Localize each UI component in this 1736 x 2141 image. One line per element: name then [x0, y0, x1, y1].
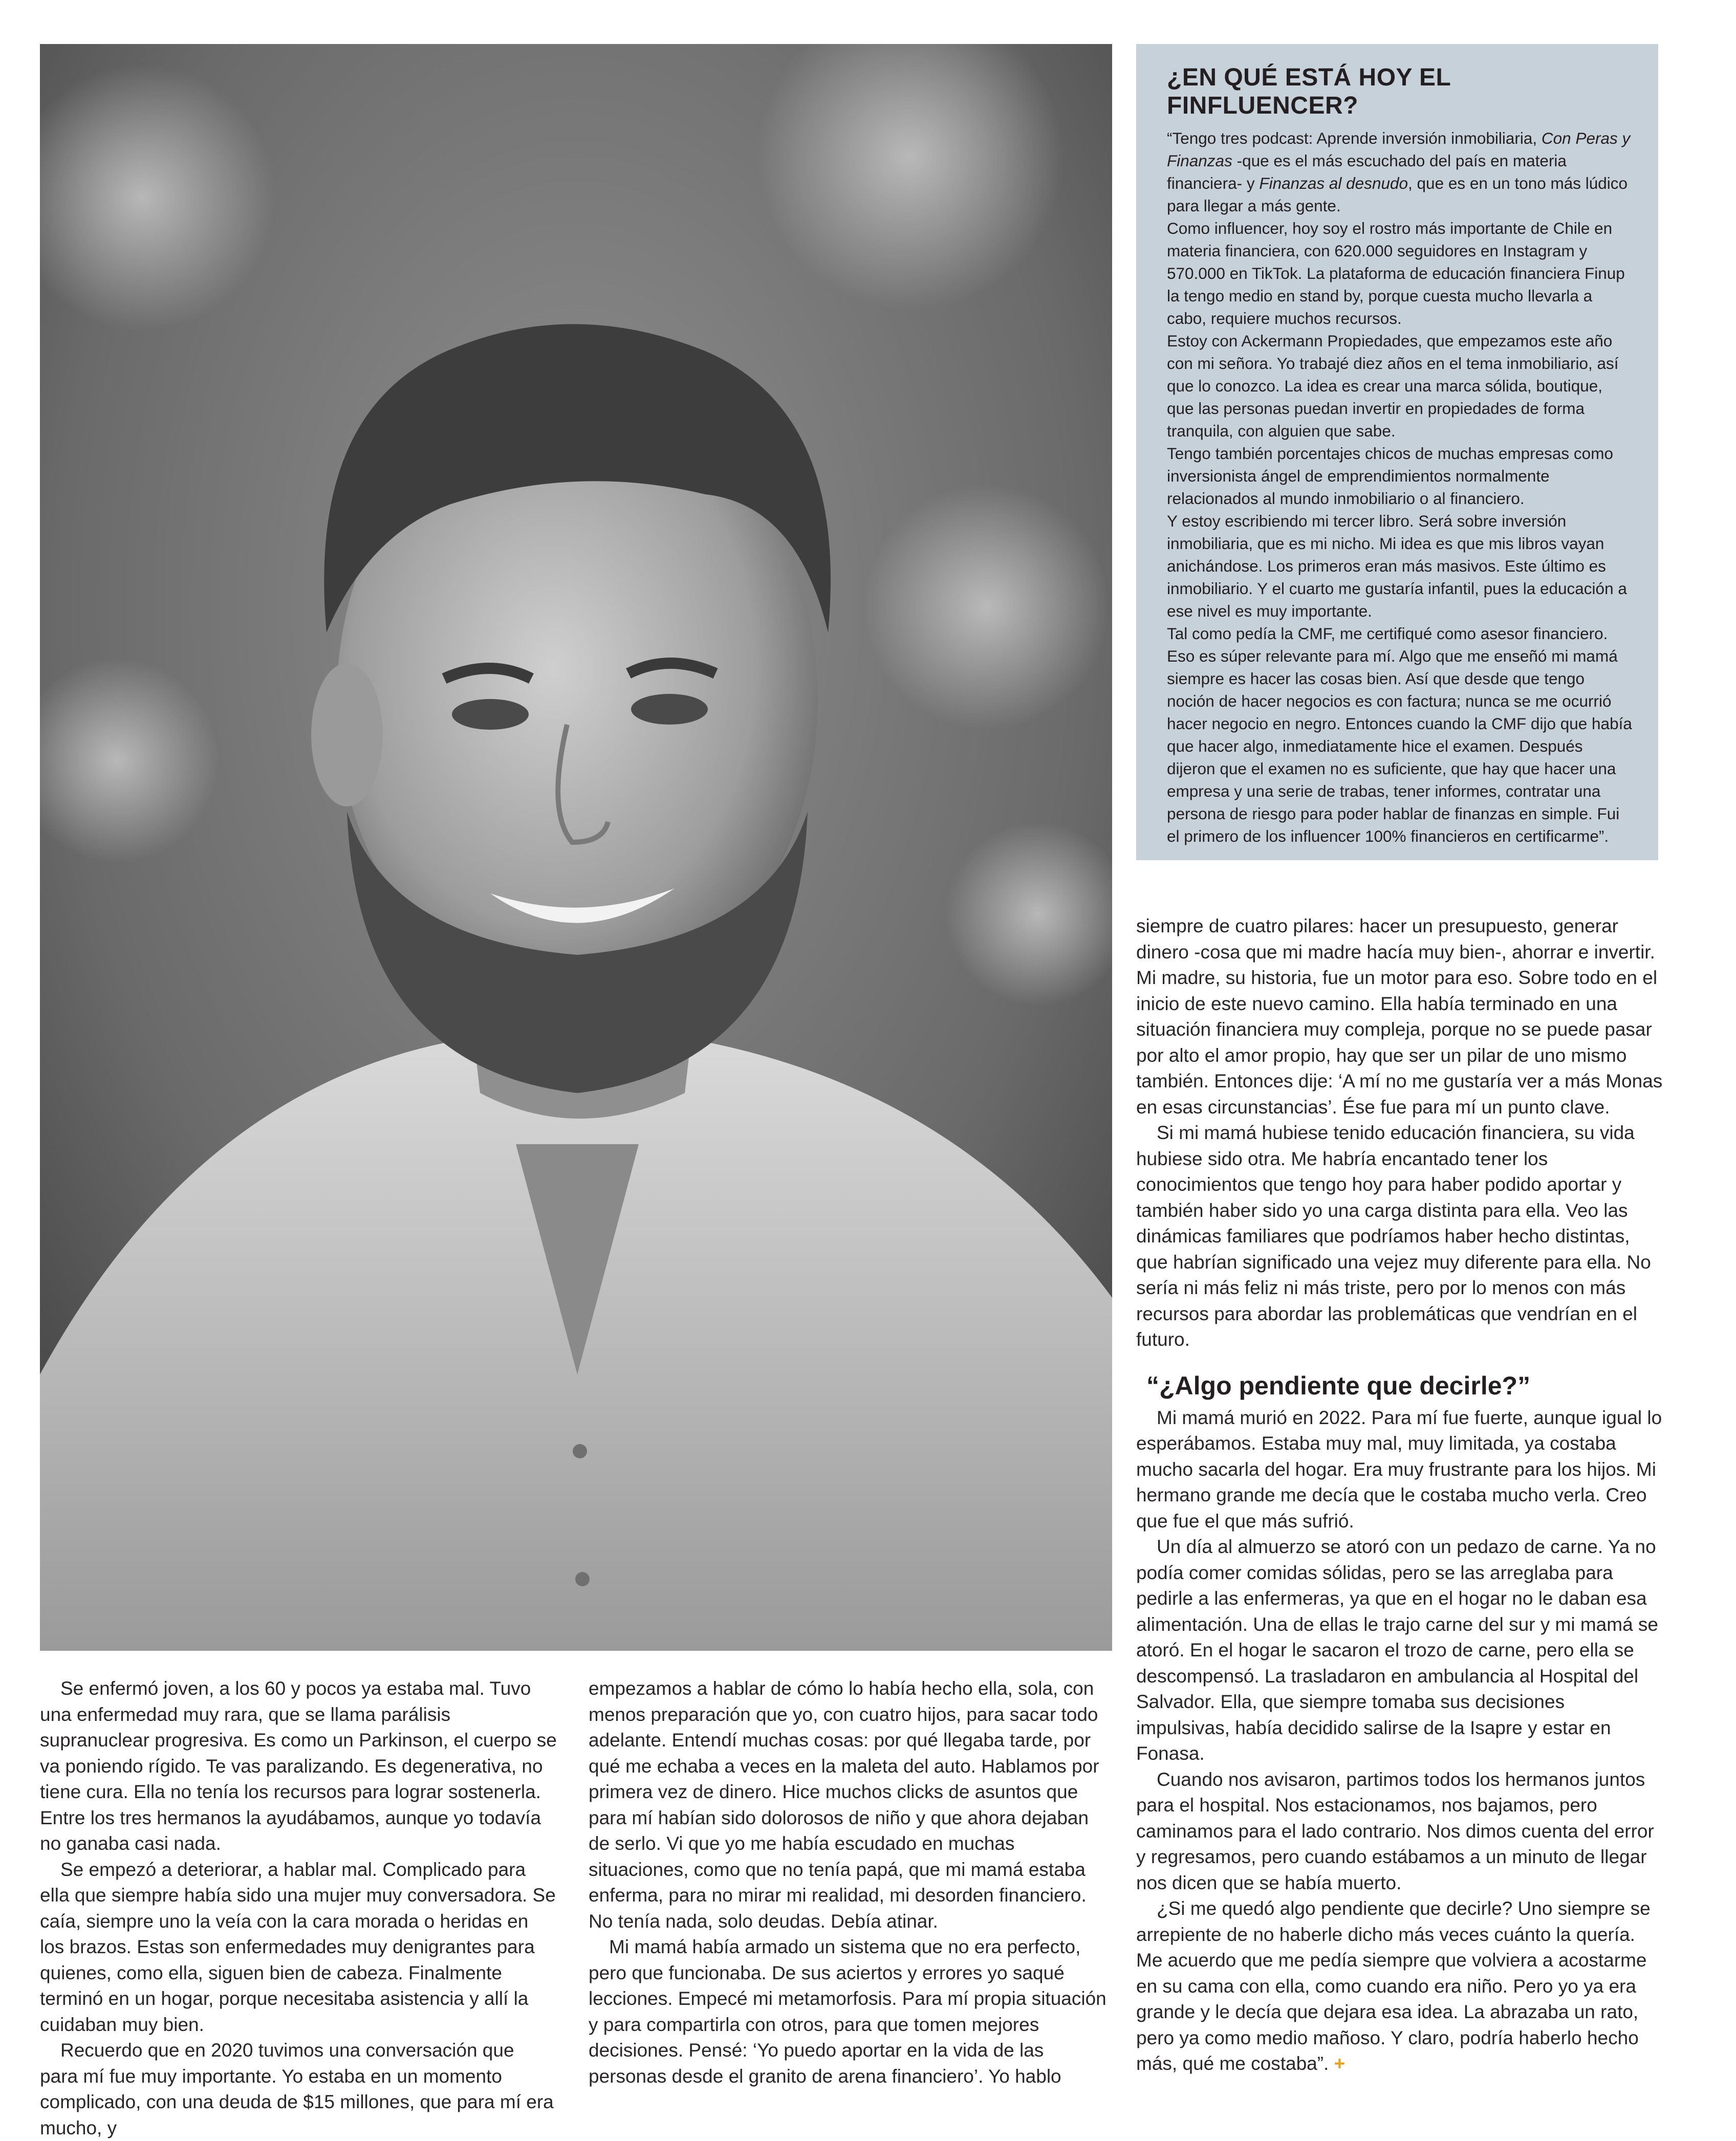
- sidebar-paragraph: Tal como pedía la CMF, me certifiqué como asesor financiero. Eso es súper relevante para mí. Algo que me enseñó mi mamá siempre es hacer las cosas bien. Así que desde que tengo noción de hacer negocios es con factura; nunca se me ocurrió hacer negocio en negro. Entonces cuando la CMF dijo que había que hacer algo, inmediatamente hice el examen. Después dijeron que el examen no es suficiente, que hay que hacer una empresa y una serie de trabas, tener informes, contratar una persona de riesgo para poder hablar de finanzas en simple. Fui el primero de los influencer 100% financieros en certificarme”.: [1167, 624, 1632, 845]
- finfluencer-sidebar: [1136, 44, 1658, 860]
- portrait-image: [40, 44, 1112, 1651]
- body-paragraph: empezamos a hablar de cómo lo había hecho ella, sola, con menos preparación que yo, con cuatro hijos, para sacar todo adelante. Entendí muchas cosas: por qué llegaba tarde, por qué me echaba a veces en la maleta del auto. Hablamos por primera vez de dinero. Hice muchos clicks de asuntos que para mí habían sido dolorosos de niño y que ahora dejaban de serlo. Vi que yo me había escudado en muchas situaciones, como que no tenía papá, que mi mamá estaba enferma, para no mirar mi realidad, mi desorden financiero. No tenía nada, solo deudas. Debía atinar.: [589, 1678, 1099, 1932]
- article-column-bottom-left: [40, 1676, 557, 2141]
- article-column-right: [1136, 913, 1663, 2077]
- body-paragraph: Cuando nos avisaron, partimos todos los hermanos juntos para el hospital. Nos estacionamos, nos bajamos, pero caminamos para el lado contrario. Nos dimos cuenta del error y regresamos, pero cuando estábamos a un minuto de llegar nos dicen que se había muerto.: [1136, 1768, 1654, 1893]
- section-heading: “¿Algo pendiente que decirle?”: [1146, 1371, 1531, 1400]
- sidebar-paragraph: “Tengo tres podcast: Aprende inversión inmobiliaria, Con Peras y Finanzas -que es el más escuchado del país en materia financiera- y Finanzas al desnudo, que es en un tono más lúdico para llegar a más gente.: [1167, 129, 1631, 215]
- sidebar-paragraph: Estoy con Ackermann Propiedades, que empezamos este año con mi señora. Yo trabajé diez años en el tema inmobiliario, así que lo conozco. La idea es crear una marca sólida, boutique, que las personas puedan invertir en propiedades de forma tranquila, con alguien que sabe.: [1167, 332, 1619, 440]
- body-paragraph: Mi mamá murió en 2022. Para mí fue fuerte, aunque igual lo esperábamos. Estaba muy mal, muy limitada, ya costaba mucho sacarla del hogar. Era muy frustrante para los hijos. Mi hermano grande me decía que le costaba mucho verla. Creo que fue el que más sufrió.: [1136, 1407, 1662, 1532]
- article-column-bottom-middle: [589, 1676, 1111, 2089]
- sidebar-paragraph: Tengo también porcentajes chicos de muchas empresas como inversionista ángel de emprendimientos normalmente relacionados al mundo inmobiliario o al financiero.: [1167, 444, 1613, 508]
- sidebar-title: ¿EN QUÉ ESTÁ HOY EL FINFLUENCER?: [1167, 64, 1451, 119]
- body-paragraph: Recuerdo que en 2020 tuvimos una conversación que para mí fue muy importante. Yo estaba en un momento complicado, con una deuda de $15 millones, que para mí era mucho, y: [40, 2040, 554, 2138]
- body-paragraph: Se enfermó joven, a los 60 y pocos ya estaba mal. Tuvo una enfermedad muy rara, que se llama parálisis supranuclear progresiva. Es como un Parkinson, el cuerpo se va poniendo rígido. Te vas paralizando. Es degenerativa, no tiene cura. Ella no tenía los recursos para lograr sostenerla. Entre los tres hermanos la ayudábamos, aunque yo todavía no ganaba casi nada.: [40, 1678, 557, 1854]
- body-paragraph: ¿Si me quedó algo pendiente que decirle? Uno siempre se arrepiente de no haberle dicho más veces cuánto la quería. Me acuerdo que me pedía siempre que volviera a acostarme en su cama con ella, como cuando era niño. Pero yo ya era grande y le decía que dejara esa idea. La abrazaba un rato, pero ya como medio mañoso. Y claro, podría haberlo hecho más, qué me costaba”. +: [1136, 1898, 1651, 2074]
- end-mark: +: [1334, 2053, 1346, 2074]
- portrait-photo: [40, 44, 1112, 1651]
- body-paragraph: Se empezó a deteriorar, a hablar mal. Complicado para ella que siempre había sido una mujer muy conversadora. Se caía, siempre uno la veía con la cara morada o heridas en los brazos. Estas son enfermedades muy denigrantes para quienes, como ella, siguen bien de cabeza. Finalmente terminó en un hogar, porque necesitaba asistencia y allí la cuidaban muy bien.: [40, 1859, 556, 2035]
- body-paragraph: Si mi mamá hubiese tenido educación financiera, su vida hubiese sido otra. Me habría encantado tener los conocimientos que tengo hoy para haber podido aportar y también haber sido yo una carga distinta para ella. Veo las dinámicas familiares que podríamos haber hecho distintas, que habrían significado una vejez muy diferente para ella. No sería ni más feliz ni más triste, pero por lo menos con más recursos para abordar las problemáticas que vendrían en el futuro.: [1136, 1122, 1651, 1350]
- sidebar-paragraph: Y estoy escribiendo mi tercer libro. Será sobre inversión inmobiliaria, que es mi nicho. Mi idea es que mis libros vayan anichándose. Los primeros eran más masivos. Este último es inmobiliario. Y el cuarto me gustaría infantil, pues la educación a ese nivel es muy importante.: [1167, 512, 1627, 620]
- sidebar-paragraph: Como influencer, hoy soy el rostro más importante de Chile en materia financiera, con 620.000 seguidores en Instagram y 570.000 en TikTok. La plataforma de educación financiera Finup la tengo medio en stand by, porque cuesta mucho llevarla a cabo, requiere muchos recursos.: [1167, 219, 1625, 327]
- body-paragraph: Mi mamá había armado un sistema que no era perfecto, pero que funcionaba. De sus aciertos y errores yo saqué lecciones. Empecé mi metamorfosis. Para mí propia situación y para compartirla con otros, para que tomen mejores decisiones. Pensé: ‘Yo puedo aportar en la vida de las personas desde el granito de arena financiero’. Yo hablo: [589, 1936, 1106, 2087]
- body-paragraph: siempre de cuatro pilares: hacer un presupuesto, generar dinero -cosa que mi madre hacía muy bien-, ahorrar e invertir. Mi madre, su historia, fue un motor para eso. Sobre todo en el inicio de este nuevo camino. Ella había terminado en una situación financiera muy compleja, porque no se puede pasar por alto el amor propio, hay que ser un pilar de uno mismo también. Entonces dije: ‘A mí no me gustaría ver a más Monas en esas circunstancias’. Ése fue para mí un punto clave.: [1136, 915, 1663, 1118]
- body-paragraph: Un día al almuerzo se atoró con un pedazo de carne. Ya no podía comer comidas sólidas, pero se las arreglaba para pedirle a las enfermeras, ya que en el hogar no le daban esa alimentación. Una de ellas le trajo carne del sur y mi mamá se atoró. En el hogar le sacaron el trozo de carne, pero ella se descompensó. La trasladaron en ambulancia al Hospital del Salvador. Ella, que siempre tomaba sus decisiones impulsivas, había decidido salirse de la Isapre y estar en Fonasa.: [1136, 1536, 1659, 1764]
